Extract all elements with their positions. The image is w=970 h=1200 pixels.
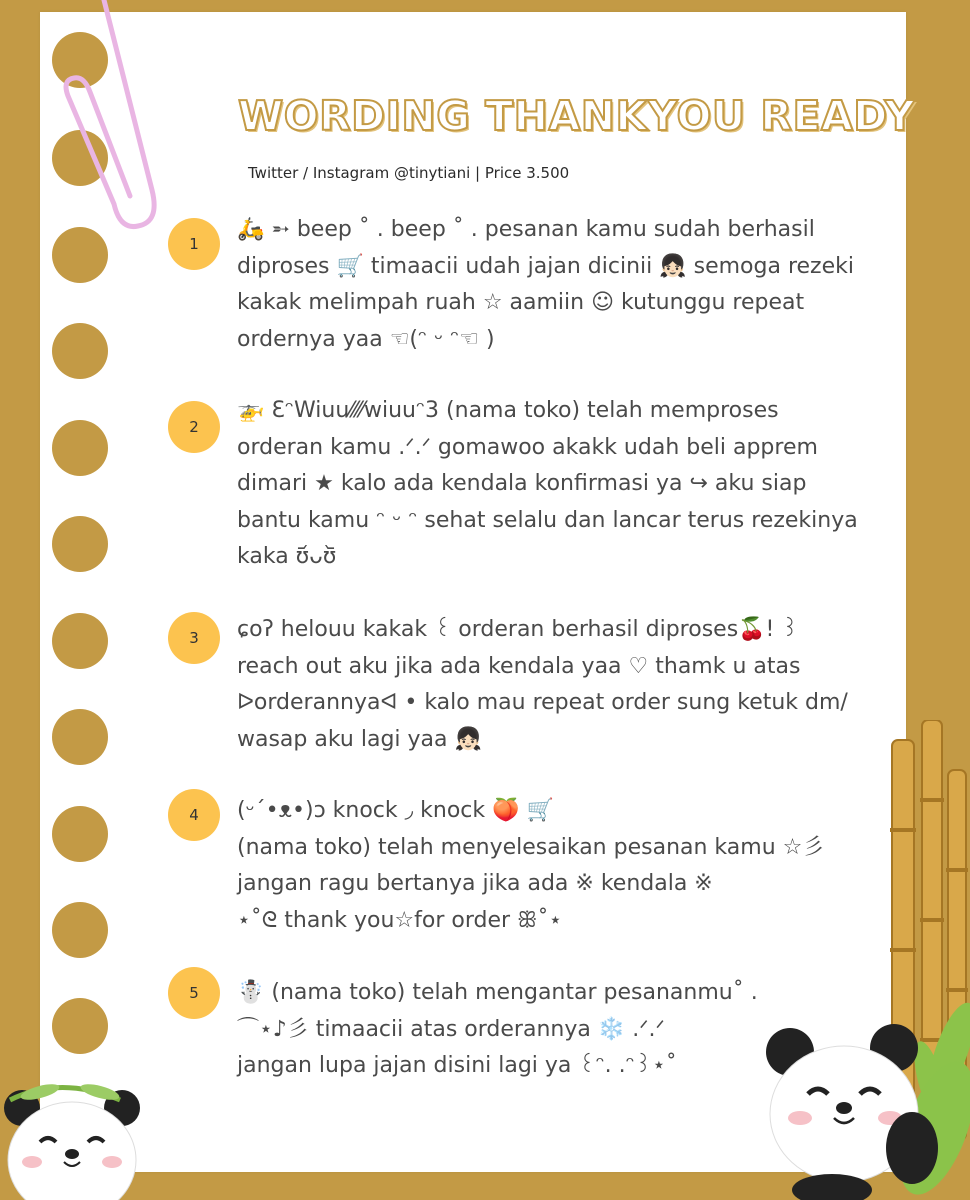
item-number-badge: 3	[168, 612, 220, 664]
binder-hole	[52, 806, 108, 862]
item-text: ☃️ (nama toko) telah mengantar pesananmu˚ . ⌒⋆♪彡 timaacii atas orderannya ❄️ .ᐟ.ᐟ jangan lupa jajan disini lagi ya ꒰ᵔ. .ᵔ꒱⋆˚	[237, 980, 758, 1078]
panda-icon	[0, 1080, 150, 1200]
item-text: 🚁 ƐᵔWiuu⁄⁄⁄⁄wiuuᵔ3 (nama toko) telah memproses orderan kamu .ᐟ.ᐟ gomawoo akakk udah beli apprem dimari ★ kalo ada kendala konfirmasi ya ↪ aku siap bantu kamu ᵔ ᵕ ᵔ sehat selalu dan lancar terus rezekinya kaka ʊ᷄ᴗʊ᷅	[237, 398, 858, 569]
item-text: (ᵕ´•ᴥ•)ɔ knock ◞ knock 🍑 🛒 (nama toko) telah menyelesaikan pesanan kamu ☆彡 jangan ragu bertanya jika ada ※ kendala ※ ⋆˚ᘓ thank you☆for order ꕥ˚⋆	[237, 798, 825, 933]
binder-hole	[52, 420, 108, 476]
paperclip-icon	[60, 0, 170, 240]
item-number-badge: 1	[168, 218, 220, 270]
item-number-badge: 5	[168, 967, 220, 1019]
binder-hole	[52, 902, 108, 958]
panda-icon	[762, 1018, 970, 1200]
binder-hole	[52, 613, 108, 669]
binder-hole	[52, 998, 108, 1054]
binder-hole	[52, 323, 108, 379]
item-number-badge: 4	[168, 789, 220, 841]
binder-hole	[52, 516, 108, 572]
item-text: ɕoʔ helouu kakak ꒰ orderan berhasil diproses🍒! ꒱ reach out aku jika ada kendala yaa ♡ thamk u atas ᐅorderannyaᐊ • kalo mau repeat order sung ketuk dm/ wasap aku lagi yaa 👧🏻	[237, 617, 848, 752]
binder-hole	[52, 709, 108, 765]
page-subtitle: Twitter / Instagram @tinytiani | Price 3.500	[248, 164, 570, 182]
page-title: WORDING THANKYOU READY	[238, 92, 915, 140]
item-number-badge: 2	[168, 401, 220, 453]
item-text: 🛵 ➵ beep ˚ . beep ˚ . pesanan kamu sudah berhasil diproses 🛒 timaacii udah jajan dicinii 👧🏻 semoga rezeki kakak melimpah ruah ☆ aamiin ☺ kutunggu repeat ordernya yaa ☜(ᵔ ᵕ ᵔ☜ )	[237, 217, 854, 352]
